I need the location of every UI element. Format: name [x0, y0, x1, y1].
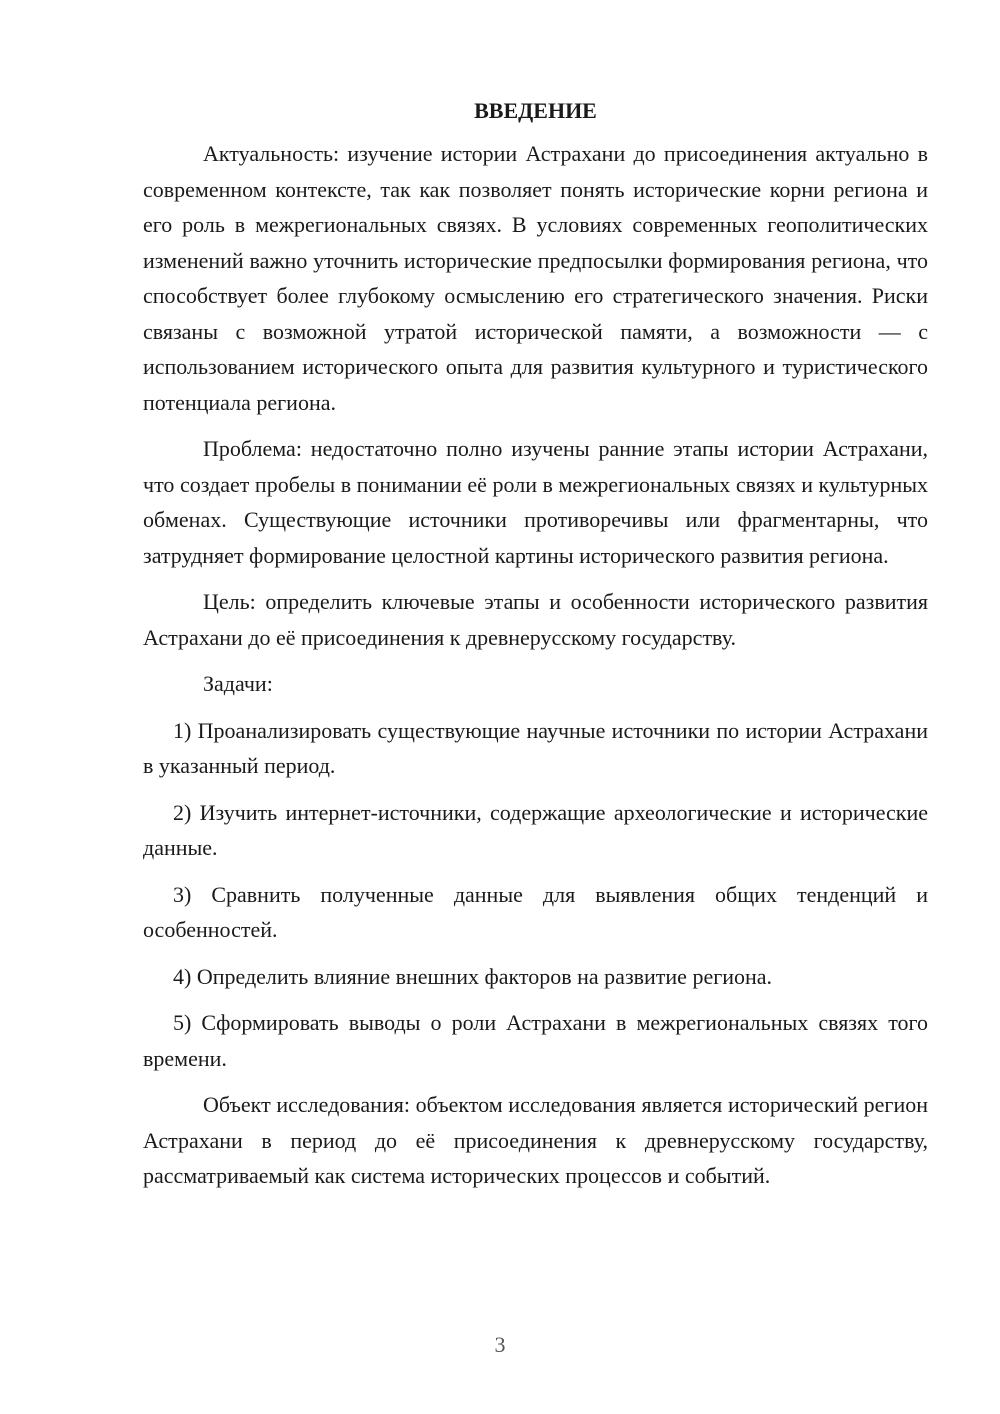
task-item: 1) Проанализировать существующие научные источники по истории Астрахани в указанный период. — [143, 717, 928, 778]
document-page — [143, 96, 928, 1205]
problem-paragraph: Проблема: недостаточно полно изучены ранние этапы истории Астрахани, что создает пробелы в понимании её роли в межрегиональных связях и культурных обменах. Существующие источники противоречивы или фрагментарны, что затрудняет формирование целостной картины исторического развития региона. — [143, 436, 928, 568]
object-paragraph: Объект исследования: объектом исследования является исторический регион Астрахани в период до её присоединения к древнерусскому государству, рассматриваемый как система исторических процессов и событий. — [143, 1092, 928, 1188]
goal-paragraph: Цель: определить ключевые этапы и особенности исторического развития Астрахани до её присоединения к древнерусскому государству. — [143, 589, 928, 650]
section-title: ВВЕДЕНИЕ — [474, 98, 597, 123]
task-item: 5) Сформировать выводы о роли Астрахани в межрегиональных связях того времени. — [143, 1010, 928, 1071]
task-item: 3) Сравнить полученные данные для выявления общих тенденций и особенностей. — [143, 881, 928, 942]
page-number: 3 — [494, 1332, 506, 1357]
task-item: 2) Изучить интернет-источники, содержащие археологические и исторические данные. — [143, 799, 928, 860]
task-item: 4) Определить влияние внешних факторов на развитие региона. — [173, 963, 773, 989]
tasks-heading: Задачи: — [203, 671, 273, 696]
relevance-paragraph: Актуальность: изучение истории Астрахани до присоединения актуально в современном контексте, так как позволяет понять исторические корни региона и его роль в межрегиональных связях. В условиях современных геополитических изменений важно уточнить исторические предпосылки формирования региона, что способствует более глубокому осмыслению его стратегического значения. Риски связаны с возможной утратой исторической памяти, а возможности — с использованием исторического опыта для развития культурного и туристического потенциала региона. — [143, 141, 928, 415]
